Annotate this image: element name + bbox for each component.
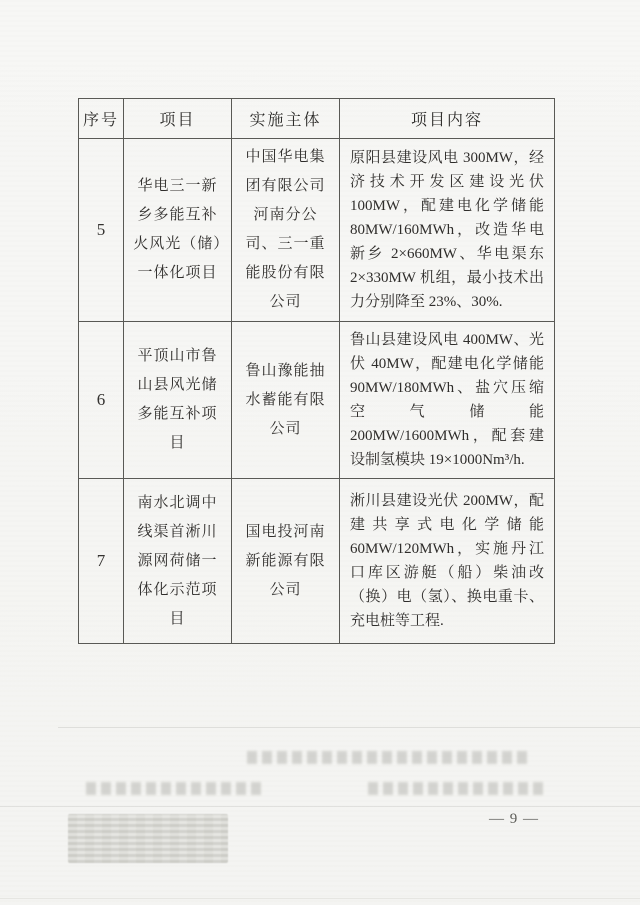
table-row bbox=[79, 322, 555, 479]
cell-implementing-entity: 中国华电集团有限公司河南分公司、三一重能股份有限公司 bbox=[232, 139, 340, 322]
column-header-index: 序号 bbox=[79, 99, 124, 139]
cell-project-content: 原阳县建设风电 300MW，经济技术开发区建设光伏 100MW，配建电化学储能 80MW/160MWh，改造华电新乡 2×660MW、华电渠东 2×330MW 机组，最小技术出力分别降至 23%、30%. bbox=[340, 139, 555, 322]
project-table bbox=[78, 98, 555, 644]
cell-project-content: 鲁山县建设风电 400MW、光伏 40MW，配建电化学储能 90MW/180MWh、盐穴压缩空气储能 200MW/1600MWh，配套建设制氢模块 19×1000Nm³/h. bbox=[340, 322, 555, 479]
column-header-entity: 实施主体 bbox=[232, 99, 340, 139]
table-row bbox=[79, 139, 555, 322]
cell-project-content: 淅川县建设光伏 200MW，配建共享式电化学储能 60MW/120MWh，实施丹江口库区游艇（船）柴油改（换）电（氢）、换电重卡、充电桩等工程. bbox=[340, 479, 555, 644]
cell-row-number: 5 bbox=[79, 139, 124, 322]
cell-implementing-entity: 鲁山豫能抽水蓄能有限公司 bbox=[232, 322, 340, 479]
cell-implementing-entity: 国电投河南新能源有限公司 bbox=[232, 479, 340, 644]
cell-row-number: 6 bbox=[79, 322, 124, 479]
cell-project-name: 平顶山市鲁山县风光储多能互补项目 bbox=[124, 322, 232, 479]
bleedthrough-text-smudge bbox=[247, 751, 529, 764]
cell-row-number: 7 bbox=[79, 479, 124, 644]
scan-streak-line bbox=[0, 898, 640, 899]
page-number: — 9 — bbox=[489, 811, 539, 827]
column-header-project: 项目 bbox=[124, 99, 232, 139]
table-header-row bbox=[79, 99, 555, 139]
bleedthrough-text-smudge bbox=[368, 782, 546, 795]
cell-project-name: 南水北调中线渠首淅川源网荷储一体化示范项目 bbox=[124, 479, 232, 644]
scan-streak-line bbox=[58, 727, 640, 728]
bleedthrough-image-smudge bbox=[68, 814, 228, 863]
column-header-content: 项目内容 bbox=[340, 99, 555, 139]
cell-project-name: 华电三一新乡多能互补火风光（储）一体化项目 bbox=[124, 139, 232, 322]
table-row bbox=[79, 479, 555, 644]
bleedthrough-text-smudge bbox=[86, 782, 266, 795]
scan-streak-line bbox=[0, 806, 640, 807]
